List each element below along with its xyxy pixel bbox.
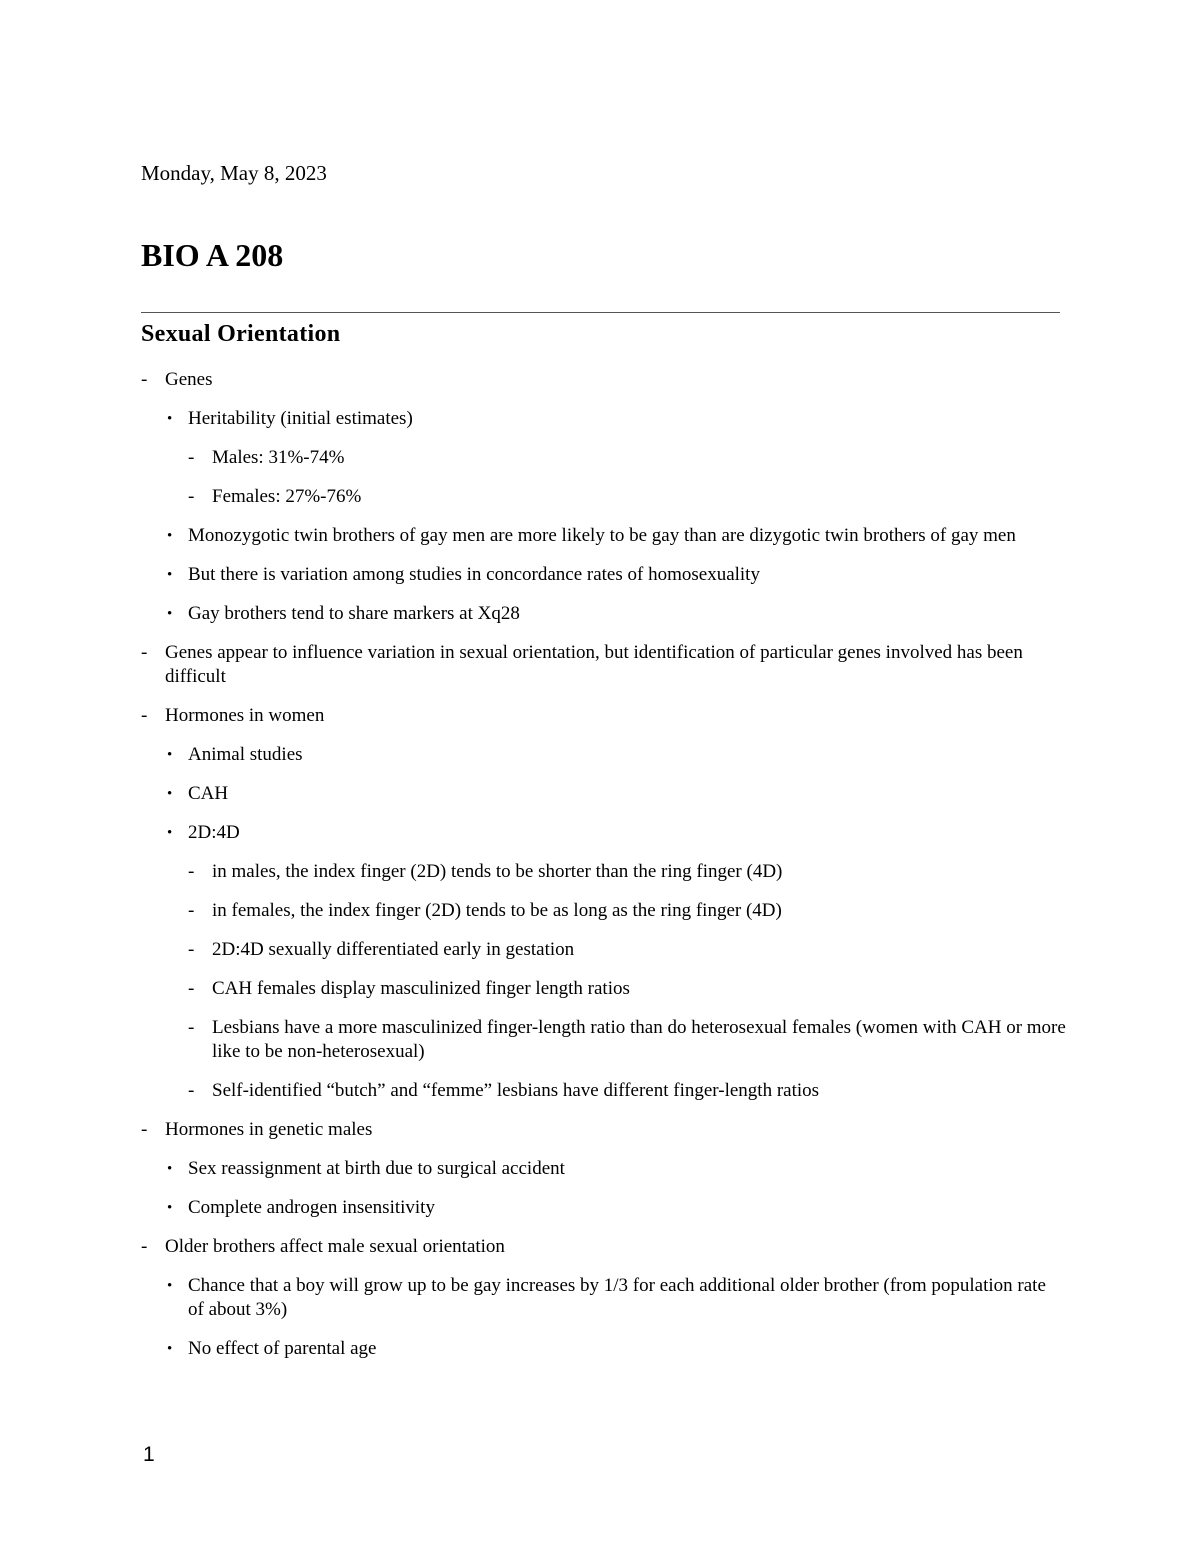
dash-marker: - [141, 1236, 148, 1257]
outline-item-text: Complete androgen insensitivity [188, 1197, 435, 1218]
dash-marker: - [188, 939, 195, 960]
dash-marker: - [141, 642, 148, 663]
outline-item-text: Genes [165, 369, 213, 390]
outline-item-level-2 [141, 563, 1066, 587]
outline-item-text: Older brothers affect male sexual orientation [165, 1236, 505, 1257]
bullet-marker: • [167, 606, 173, 622]
page-number: 1 [143, 1443, 155, 1466]
document-date: Monday, May 8, 2023 [141, 161, 327, 185]
outline-item-text: Monozygotic twin brothers of gay men are more likely to be gay than are dizygotic twin brothers of gay men [188, 525, 1016, 546]
outline-item-level-3 [141, 485, 1066, 509]
bullet-marker: • [167, 786, 173, 802]
dash-marker: - [141, 1119, 148, 1140]
bullet-marker: • [167, 1278, 173, 1294]
outline-item-text: Genes appear to influence variation in sexual orientation, but identification of particular genes involved has been difficult [165, 642, 1023, 687]
outline-item-text: Gay brothers tend to share markers at Xq28 [188, 603, 520, 624]
outline-item-text: Hormones in genetic males [165, 1119, 373, 1140]
outline-item-level-3 [141, 977, 1066, 1001]
outline-item-level-2 [141, 782, 1066, 806]
outline-item-level-3 [141, 860, 1066, 884]
outline-item-level-2 [141, 524, 1066, 548]
outline-item-level-2 [141, 1196, 1066, 1220]
bullet-marker: • [167, 411, 173, 427]
outline-item-text: Hormones in women [165, 705, 325, 726]
outline-item-text: in females, the index finger (2D) tends to be as long as the ring finger (4D) [212, 900, 782, 921]
outline-item-text: But there is variation among studies in concordance rates of homosexuality [188, 564, 760, 585]
outline-item-text: Heritability (initial estimates) [188, 408, 413, 429]
dash-marker: - [188, 447, 195, 468]
dash-marker: - [188, 900, 195, 921]
outline-item-text: 2D:4D sexually differentiated early in gestation [212, 939, 575, 960]
outline-item-level-1 [141, 1235, 1066, 1259]
dash-marker: - [188, 486, 195, 507]
outline-item-level-3 [141, 1079, 1066, 1103]
outline-item-level-1 [141, 641, 1066, 689]
bullet-marker: • [167, 825, 173, 841]
dash-marker: - [188, 978, 195, 999]
course-title: BIO A 208 [141, 237, 284, 273]
bullet-marker: • [167, 567, 173, 583]
outline-item-level-1 [141, 704, 1066, 728]
outline-item-level-2 [141, 602, 1066, 626]
outline-item-level-3 [141, 899, 1066, 923]
outline-item-text: Females: 27%-76% [212, 486, 362, 507]
section-title: Sexual Orientation [141, 321, 341, 347]
outline-item-level-3 [141, 1016, 1066, 1064]
outline-item-text: Chance that a boy will grow up to be gay increases by 1/3 for each additional older brother (from population rate of about 3%) [188, 1275, 1046, 1320]
bullet-marker: • [167, 1200, 173, 1216]
outline-item-text: Sex reassignment at birth due to surgical accident [188, 1158, 565, 1179]
title-divider [141, 312, 1060, 313]
outline-item-level-2 [141, 743, 1066, 767]
outline-item-level-2 [141, 407, 1066, 431]
outline-item-level-2 [141, 821, 1066, 845]
notes-outline [141, 368, 1066, 1376]
bullet-marker: • [167, 747, 173, 763]
outline-item-text: Lesbians have a more masculinized finger-length ratio than do heterosexual females (women with CAH or more like to be non-heterosexual) [212, 1017, 1066, 1062]
outline-item-level-1 [141, 1118, 1066, 1142]
dash-marker: - [188, 861, 195, 882]
dash-marker: - [188, 1017, 195, 1038]
outline-item-text: Self-identified “butch” and “femme” lesbians have different finger-length ratios [212, 1080, 820, 1101]
outline-item-text: No effect of parental age [188, 1338, 377, 1359]
dash-marker: - [188, 1080, 195, 1101]
outline-item-text: in males, the index finger (2D) tends to be shorter than the ring finger (4D) [212, 861, 783, 882]
bullet-marker: • [167, 1341, 173, 1357]
dash-marker: - [141, 369, 148, 390]
outline-item-level-3 [141, 446, 1066, 470]
outline-item-text: CAH females display masculinized finger length ratios [212, 978, 630, 999]
outline-item-text: 2D:4D [188, 822, 240, 843]
outline-item-text: Males: 31%-74% [212, 447, 345, 468]
outline-item-level-2 [141, 1274, 1066, 1322]
dash-marker: - [141, 705, 148, 726]
bullet-marker: • [167, 528, 173, 544]
outline-item-text: CAH [188, 783, 229, 804]
outline-item-level-1 [141, 368, 1066, 392]
outline-item-level-2 [141, 1337, 1066, 1361]
outline-item-level-2 [141, 1157, 1066, 1181]
bullet-marker: • [167, 1161, 173, 1177]
outline-item-level-3 [141, 938, 1066, 962]
outline-item-text: Animal studies [188, 744, 303, 765]
